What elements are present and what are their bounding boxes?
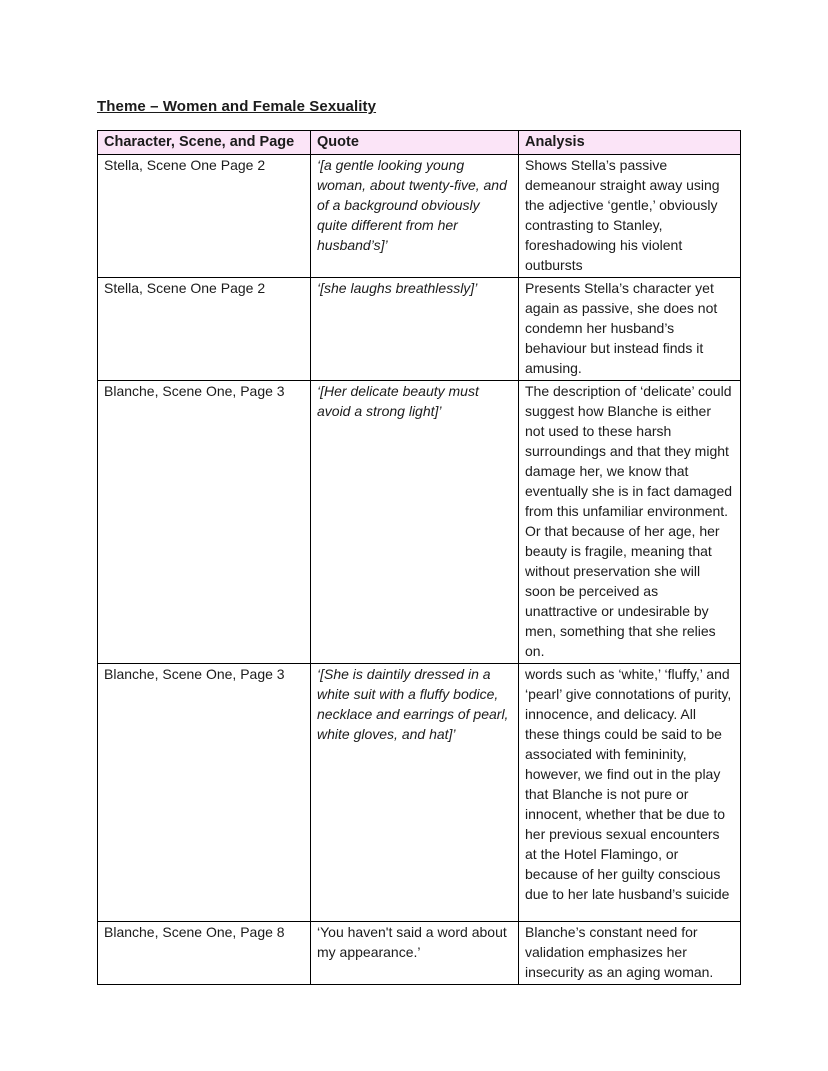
cell-character: Blanche, Scene One, Page 3: [98, 664, 311, 922]
cell-character: Blanche, Scene One, Page 3: [98, 381, 311, 664]
analysis-table: [97, 130, 741, 985]
cell-quote: ‘You haven't said a word about my appearance.’: [311, 922, 519, 985]
document-title: Theme – Women and Female Sexuality: [97, 98, 377, 115]
column-header-analysis: Analysis: [519, 131, 741, 155]
cell-analysis: The description of ‘delicate’ could suggest how Blanche is either not used to these harsh surroundings and that they might damage her, we know that eventually she is in fact damaged from this unfamiliar environment. Or that because of her age, her beauty is fragile, meaning that without preservation she will soon be perceived as unattractive or undesirable by men, something that she relies on.: [519, 381, 741, 664]
table-header-row: [98, 131, 741, 155]
cell-quote: ‘[Her delicate beauty must avoid a strong light]’: [311, 381, 519, 664]
cell-analysis: Shows Stella’s passive demeanour straight away using the adjective ‘gentle,’ obviously contrasting to Stanley, foreshadowing his violent outbursts: [519, 155, 741, 278]
cell-analysis: words such as ‘white,’ ‘fluffy,’ and ‘pearl’ give connotations of purity, innocence, and delicacy. All these things could be said to be associated with femininity, however, we find out in the play that Blanche is not pure or innocent, whether that be due to her previous sexual encounters at the Hotel Flamingo, or because of her guilty conscious due to her late husband’s suicide: [519, 664, 741, 922]
cell-character: Stella, Scene One Page 2: [98, 155, 311, 278]
cell-quote: ‘[she laughs breathlessly]’: [311, 278, 519, 381]
cell-character: Blanche, Scene One, Page 8: [98, 922, 311, 985]
table-row: [98, 381, 741, 664]
table-row: [98, 664, 741, 922]
column-header-character: Character, Scene, and Page: [98, 131, 311, 155]
cell-analysis: Blanche’s constant need for validation emphasizes her insecurity as an aging woman.: [519, 922, 741, 985]
cell-character: Stella, Scene One Page 2: [98, 278, 311, 381]
cell-quote: ‘[She is daintily dressed in a white suit with a fluffy bodice, necklace and earrings of pearl, white gloves, and hat]’: [311, 664, 519, 922]
table-row: [98, 278, 741, 381]
table-row: [98, 155, 741, 278]
cell-quote: ‘[a gentle looking young woman, about twenty-five, and of a background obviously quite different from her husband’s]’: [311, 155, 519, 278]
table-row: [98, 922, 741, 985]
cell-analysis: Presents Stella’s character yet again as passive, she does not condemn her husband’s behaviour but instead finds it amusing.: [519, 278, 741, 381]
column-header-quote: Quote: [311, 131, 519, 155]
